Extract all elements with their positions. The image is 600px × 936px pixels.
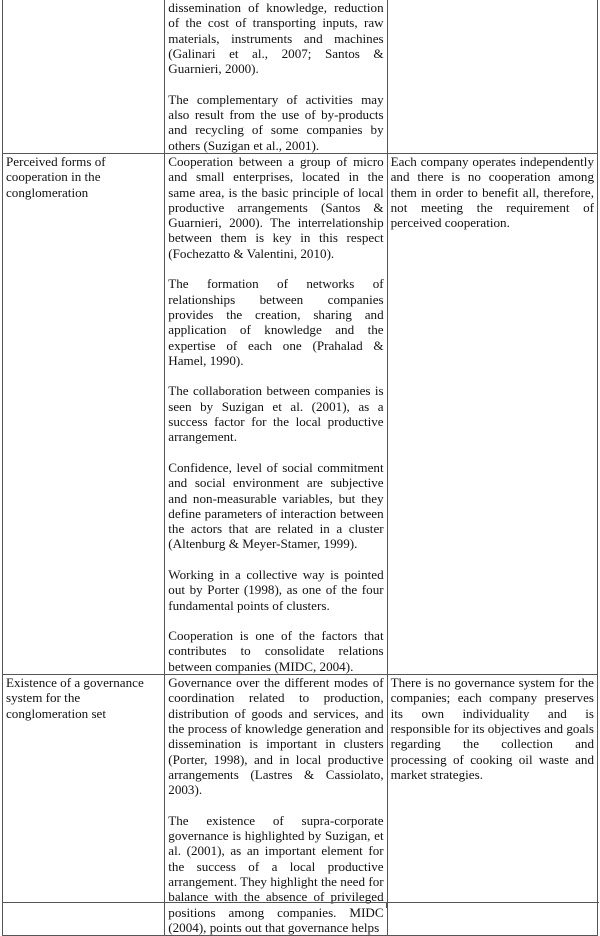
literature-paragraph: The collaboration between companies is seen by Suzigan et al. (2001), as a success factor for the local productive arrangement. — [168, 383, 384, 445]
literature-paragraph: Cooperation is one of the factors that contributes to consolidate relations between companies (MIDC, 2004). — [168, 628, 384, 674]
literature-paragraph: Cooperation between a group of micro and small enterprises, located in the same area, is the basic principle of local productive arrangements (Santos & Guarnieri, 2000). The interrelationship between them is key in this respect (Fochezatto & Valentini, 2010). — [168, 153, 384, 261]
table-row — [3, 153, 598, 674]
literature-paragraph: Governance over the different modes of coordination related to production, distribution of goods and services, and the process of knowledge generation and dissemination is important in clusters (Porter, 1998), and in local productive arrangements (Lastres & Cassiolato, 2003). — [168, 675, 384, 798]
observation-cell: Each company operates independently and there is no cooperation among them in order to benefit all, therefore, not meeting the requirement of perceived cooperation. — [387, 153, 597, 674]
next-row-edge — [2, 902, 599, 908]
column-divider — [597, 903, 598, 908]
literature-cell — [165, 0, 387, 153]
criterion-cell: Existence of a governance system for the conglomeration set — [3, 675, 165, 936]
literature-paragraph: The existence of supra-corporate governance is highlighted by Suzigan, et al. (2001), as an important element for the success of a local productive arrangement. They highlight the need for balance with the absence of privileged positions among companies. MIDC (2004), points out that governance helps — [168, 812, 384, 935]
comparison-table — [2, 0, 598, 936]
table-row — [3, 675, 598, 936]
table-row — [3, 0, 598, 153]
column-divider — [164, 903, 165, 908]
column-divider — [386, 903, 387, 908]
literature-paragraph: Working in a collective way is pointed out by Porter (1998), as one of the four fundamental points of clusters. — [168, 566, 384, 613]
observation-cell: There is no governance system for the companies; each company preserves its own individuality and is responsible for its objectives and goals regarding the collection and processing of cooking oil waste and market strategies. — [387, 675, 597, 936]
literature-cell — [165, 153, 387, 674]
criterion-cell — [3, 0, 165, 153]
literature-paragraph: The complementary of activities may also result from the use of by-products and recycling of some companies by others (Suzigan et al., 2001). — [168, 91, 384, 153]
literature-paragraph: dissemination of knowledge, reduction of the cost of transporting inputs, raw materials, instruments and machines (Galinari et al., 2007; Santos & Guarnieri, 2000). — [168, 0, 384, 77]
literature-paragraph: Confidence, level of social commitment and social environment are subjective and non-measurable variables, but they define parameters of interaction between the actors that are related in a cluster (Altenburg & Meyer-Stamer, 1999). — [168, 459, 384, 552]
criterion-cell: Perceived forms of cooperation in the conglomeration — [3, 153, 165, 674]
literature-cell — [165, 675, 387, 936]
observation-cell — [387, 0, 597, 153]
literature-paragraph: The formation of networks of relationships between companies provides the creation, sharing and application of knowledge and the expertise of each one (Prahalad & Hamel, 1990). — [168, 276, 384, 368]
